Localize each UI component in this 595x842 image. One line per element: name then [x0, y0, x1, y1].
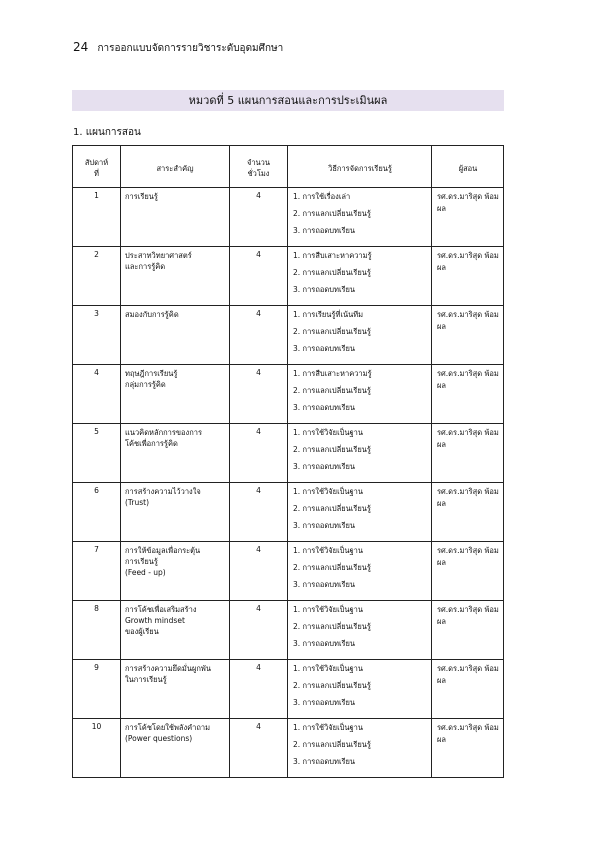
teacher-name: รศ.ดร.มาริสุด พ้อมผล — [437, 251, 499, 272]
subject-line: การโค้ชโดยใช้พลังคำถาม — [125, 723, 211, 732]
method-item: 1. การใช้วิจัยเป็นฐาน — [293, 664, 364, 673]
teacher-name: รศ.ดร.มาริสุด พ้อมผล — [437, 487, 499, 508]
teacher-name: รศ.ดร.มาริสุด พ้อมผล — [437, 428, 499, 449]
subject-line: การให้ข้อมูลเพื่อกระตุ้น — [125, 546, 201, 555]
subject-cell — [121, 542, 230, 601]
header-method: วิธีการจัดการเรียนรู้ — [288, 146, 432, 188]
week-cell — [73, 365, 121, 424]
method-cell — [288, 601, 432, 660]
subject-cell — [121, 601, 230, 660]
method-cell — [288, 306, 432, 365]
week-cell — [73, 483, 121, 542]
method-item: 1. การใช้เรื่องเล่า — [293, 192, 351, 201]
week-cell — [73, 542, 121, 601]
table-row — [73, 306, 504, 365]
method-item: 2. การแลกเปลี่ยนเรียนรู้ — [293, 740, 371, 749]
method-item: 3. การถอดบทเรียน — [293, 521, 356, 530]
week-number: 5 — [94, 427, 99, 436]
subject-line: สมองกับการรู้คิด — [125, 310, 179, 319]
subsection-title: 1. แผนการสอน — [73, 127, 141, 138]
subject-line: การเรียนรู้ — [125, 557, 158, 566]
method-item: 2. การแลกเปลี่ยนเรียนรู้ — [293, 445, 371, 454]
week-cell — [73, 660, 121, 719]
teacher-cell — [432, 188, 504, 247]
week-number: 4 — [94, 368, 99, 377]
week-cell — [73, 601, 121, 660]
hours-value: 4 — [256, 368, 261, 377]
subject-line: Growth mindset — [125, 616, 185, 625]
table-row — [73, 719, 504, 778]
method-cell — [288, 247, 432, 306]
teacher-name: รศ.ดร.มาริสุด พ้อมผล — [437, 546, 499, 567]
hours-value: 4 — [256, 250, 261, 259]
teacher-cell — [432, 424, 504, 483]
hours-value: 4 — [256, 722, 261, 731]
week-number: 7 — [94, 545, 99, 554]
method-item: 3. การถอดบทเรียน — [293, 226, 356, 235]
subject-line: ทฤษฎีการเรียนรู้ — [125, 369, 178, 378]
week-number: 1 — [94, 191, 99, 200]
method-item: 2. การแลกเปลี่ยนเรียนรู้ — [293, 681, 371, 690]
page-header — [73, 40, 283, 56]
teacher-cell — [432, 247, 504, 306]
teaching-plan-table — [72, 145, 504, 778]
hours-cell — [230, 188, 288, 247]
method-item: 1. การใช้วิจัยเป็นฐาน — [293, 487, 364, 496]
subject-line: แนวคิดหลักการของการ — [125, 428, 202, 437]
method-item: 2. การแลกเปลี่ยนเรียนรู้ — [293, 386, 371, 395]
header-teacher: ผู้สอน — [432, 146, 504, 188]
subject-line: ในการเรียนรู้ — [125, 675, 167, 684]
section-title: หมวดที่ 5 แผนการสอนและการประเมินผล — [72, 90, 504, 111]
hours-cell — [230, 660, 288, 719]
subject-cell — [121, 483, 230, 542]
week-number: 6 — [94, 486, 99, 495]
method-item: 2. การแลกเปลี่ยนเรียนรู้ — [293, 504, 371, 513]
method-item: 3. การถอดบทเรียน — [293, 757, 356, 766]
teacher-cell — [432, 483, 504, 542]
subject-cell — [121, 365, 230, 424]
hours-value: 4 — [256, 309, 261, 318]
subject-cell — [121, 719, 230, 778]
teacher-cell — [432, 365, 504, 424]
method-cell — [288, 365, 432, 424]
hours-cell — [230, 365, 288, 424]
hours-cell — [230, 601, 288, 660]
table-row — [73, 424, 504, 483]
hours-value: 4 — [256, 604, 261, 613]
method-cell — [288, 483, 432, 542]
table-row — [73, 247, 504, 306]
week-number: 2 — [94, 250, 99, 259]
method-item: 1. การใช้วิจัยเป็นฐาน — [293, 723, 364, 732]
table-row — [73, 483, 504, 542]
table-header-row — [73, 146, 504, 188]
teacher-name: รศ.ดร.มาริสุด พ้อมผล — [437, 605, 499, 626]
method-item: 1. การเรียนรู้ที่เน้นทีม — [293, 310, 364, 319]
method-item: 1. การใช้วิจัยเป็นฐาน — [293, 546, 364, 555]
teacher-name: รศ.ดร.มาริสุด พ้อมผล — [437, 192, 499, 213]
week-number: 8 — [94, 604, 99, 613]
subject-cell — [121, 247, 230, 306]
method-item: 3. การถอดบทเรียน — [293, 698, 356, 707]
book-title: การออกแบบจัดการรายวิชาระดับอุดมศึกษา — [97, 43, 284, 54]
week-number: 9 — [94, 663, 99, 672]
subject-line: และการรู้คิด — [125, 262, 166, 271]
method-item: 1. การใช้วิจัยเป็นฐาน — [293, 428, 364, 437]
teacher-cell — [432, 719, 504, 778]
subject-line: (Trust) — [125, 498, 150, 507]
hours-cell — [230, 542, 288, 601]
week-cell — [73, 719, 121, 778]
teacher-cell — [432, 660, 504, 719]
method-item: 3. การถอดบทเรียน — [293, 462, 356, 471]
subject-line: ของผู้เรียน — [125, 627, 159, 636]
hours-cell — [230, 483, 288, 542]
subject-cell — [121, 188, 230, 247]
method-item: 2. การแลกเปลี่ยนเรียนรู้ — [293, 268, 371, 277]
method-item: 2. การแลกเปลี่ยนเรียนรู้ — [293, 209, 371, 218]
week-cell — [73, 306, 121, 365]
method-cell — [288, 188, 432, 247]
method-cell — [288, 424, 432, 483]
method-item: 3. การถอดบทเรียน — [293, 403, 356, 412]
method-item: 2. การแลกเปลี่ยนเรียนรู้ — [293, 327, 371, 336]
subject-line: โค้ชเพื่อการรู้คิด — [125, 439, 178, 448]
method-item: 3. การถอดบทเรียน — [293, 639, 356, 648]
hours-cell — [230, 306, 288, 365]
subject-line: ประสาทวิทยาศาสตร์ — [125, 251, 192, 260]
method-cell — [288, 542, 432, 601]
method-cell — [288, 660, 432, 719]
subject-line: การสร้างความไว้วางใจ — [125, 487, 201, 496]
hours-cell — [230, 719, 288, 778]
subject-line: (Feed - up) — [125, 568, 166, 577]
hours-value: 4 — [256, 427, 261, 436]
method-item: 2. การแลกเปลี่ยนเรียนรู้ — [293, 563, 371, 572]
hours-cell — [230, 247, 288, 306]
teacher-cell — [432, 306, 504, 365]
week-number: 3 — [94, 309, 99, 318]
method-item: 3. การถอดบทเรียน — [293, 285, 356, 294]
teacher-cell — [432, 542, 504, 601]
subject-cell — [121, 424, 230, 483]
method-cell — [288, 719, 432, 778]
method-item: 3. การถอดบทเรียน — [293, 344, 356, 353]
subject-line: (Power questions) — [125, 734, 193, 743]
week-cell — [73, 188, 121, 247]
method-item: 1. การใช้วิจัยเป็นฐาน — [293, 605, 364, 614]
table-row — [73, 188, 504, 247]
table-row — [73, 542, 504, 601]
week-cell — [73, 424, 121, 483]
method-item: 1. การสืบเสาะหาความรู้ — [293, 369, 372, 378]
week-number: 10 — [91, 722, 102, 731]
teacher-name: รศ.ดร.มาริสุด พ้อมผล — [437, 723, 499, 744]
subject-line: การโค้ชเพื่อเสริมสร้าง — [125, 605, 197, 614]
header-week: สัปดาห์ ที่ — [73, 146, 121, 188]
hours-value: 4 — [256, 191, 261, 200]
hours-value: 4 — [256, 545, 261, 554]
subject-line: กลุ่มการรู้คิด — [125, 380, 166, 389]
subject-line: การเรียนรู้ — [125, 192, 158, 201]
hours-value: 4 — [256, 486, 261, 495]
table-row — [73, 601, 504, 660]
subject-cell — [121, 660, 230, 719]
page-number: 24 — [73, 40, 89, 54]
subject-cell — [121, 306, 230, 365]
teacher-cell — [432, 601, 504, 660]
teacher-name: รศ.ดร.มาริสุด พ้อมผล — [437, 369, 499, 390]
header-hours: จำนวน ชั่วโมง — [230, 146, 288, 188]
subject-line: การสร้างความยึดมั่นผูกพัน — [125, 664, 211, 673]
header-subject: สาระสำคัญ — [121, 146, 230, 188]
table-body — [73, 188, 504, 778]
week-cell — [73, 247, 121, 306]
hours-cell — [230, 424, 288, 483]
hours-value: 4 — [256, 663, 261, 672]
method-item: 2. การแลกเปลี่ยนเรียนรู้ — [293, 622, 371, 631]
teacher-name: รศ.ดร.มาริสุด พ้อมผล — [437, 310, 499, 331]
method-item: 1. การสืบเสาะหาความรู้ — [293, 251, 372, 260]
method-item: 3. การถอดบทเรียน — [293, 580, 356, 589]
table-row — [73, 660, 504, 719]
table-row — [73, 365, 504, 424]
teacher-name: รศ.ดร.มาริสุด พ้อมผล — [437, 664, 499, 685]
